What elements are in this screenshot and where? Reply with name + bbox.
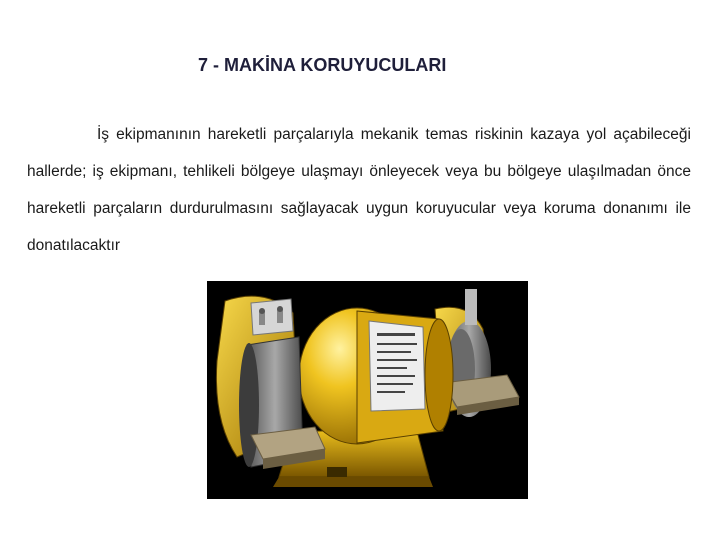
- slide-title: 7 - MAKİNA KORUYUCULARI: [198, 55, 447, 75]
- body-paragraph: [27, 116, 691, 264]
- motor-housing: [299, 308, 453, 444]
- paragraph-text: İş ekipmanının hareketli parçalarıyla mekanik temas riskinin kazaya yol açabileceği hallerde; iş ekipmanı, tehlikeli bölgeye ulaşmayı önleyecek veya bu bölgeye ulaşılmadan önce hareketli parçaların durdurulmasını sağlayacak uygun koruyucular veya koruma donanımı ile donatılacaktır: [27, 126, 691, 254]
- bench-grinder-image: [207, 281, 528, 499]
